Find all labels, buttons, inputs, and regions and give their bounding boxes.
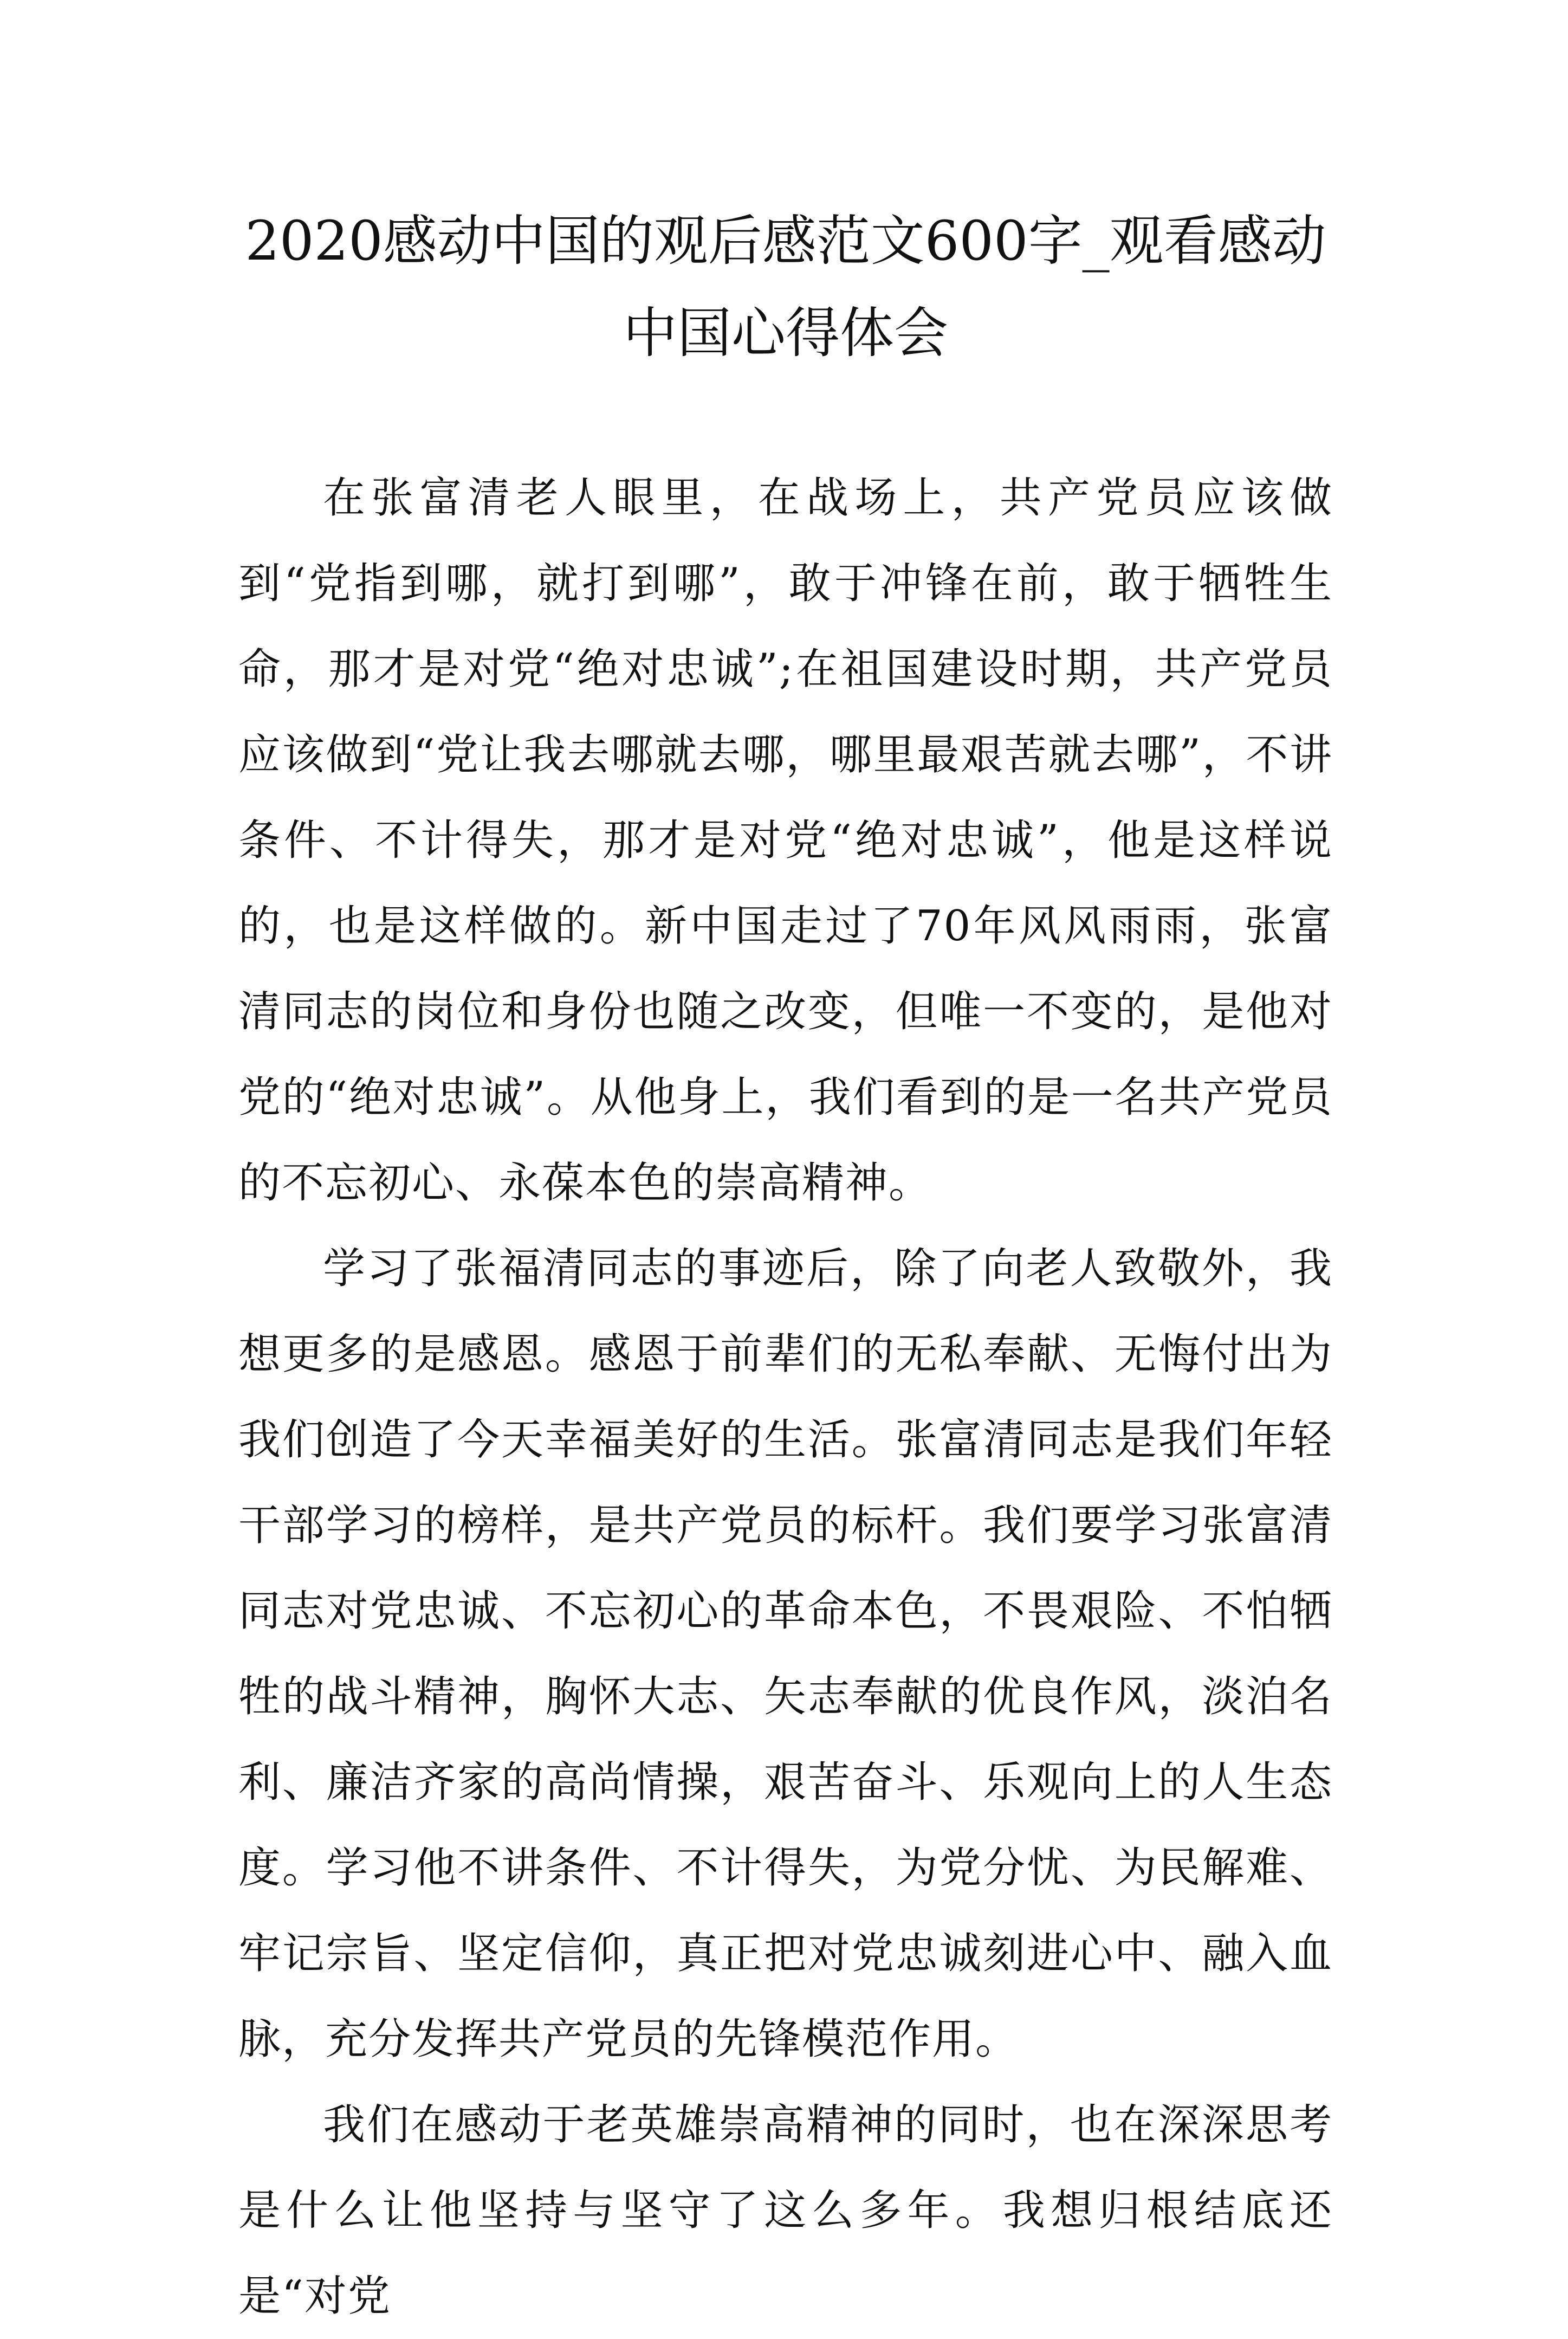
document-title: 2020感动中国的观后感范文600字_观看感动中国心得体会 [245,209,1326,365]
paragraph: 学习了张福清同志的事迹后，除了向老人致敬外，我想更多的是感恩。感恩于前辈们的无私奉献、无悔付出为我们创造了今天幸福美好的生活。张富清同志是我们年轻干部学习的榜样，是共产党员的标杆。我们要学习张富清同志对党忠诚、不忘初心的革命本色，不畏艰险、不怕牺牲的战斗精神，胸怀大志、矢志奉献的优良作风，淡泊名利、廉洁齐家的高尚情操，艰苦奋斗、乐观向上的人生态度。学习他不讲条件、不计得失，为党分忧、为民解难、牢记宗旨、坚定信仰，真正把对党忠诚刻进心中、融入血脉，充分发挥共产党员的先锋模范作用。 [238,1244,1333,2064]
paragraph: 我们在感动于老英雄崇高精神的同时，也在深深思考是什么让他坚持与坚守了这么多年。我想归根结底还是“对党 [238,2101,1333,2321]
document-body [238,455,1333,2339]
paragraph: 在张富清老人眼里，在战场上，共产党员应该做到“党指到哪，就打到哪”，敢于冲锋在前，敢于牺牲生命，那才是对党“绝对忠诚”;在祖国建设时期，共产党员应该做到“党让我去哪就去哪，哪里最艰苦就去哪”，不讲条件、不计得失，那才是对党“绝对忠诚”，他是这样说的，也是这样做的。新中国走过了70年风风雨雨，张富清同志的岗位和身份也随之改变，但唯一不变的，是他对党的“绝对忠诚”。从他身上，我们看到的是一名共产党员的不忘初心、永葆本色的崇高精神。 [238,474,1333,1207]
